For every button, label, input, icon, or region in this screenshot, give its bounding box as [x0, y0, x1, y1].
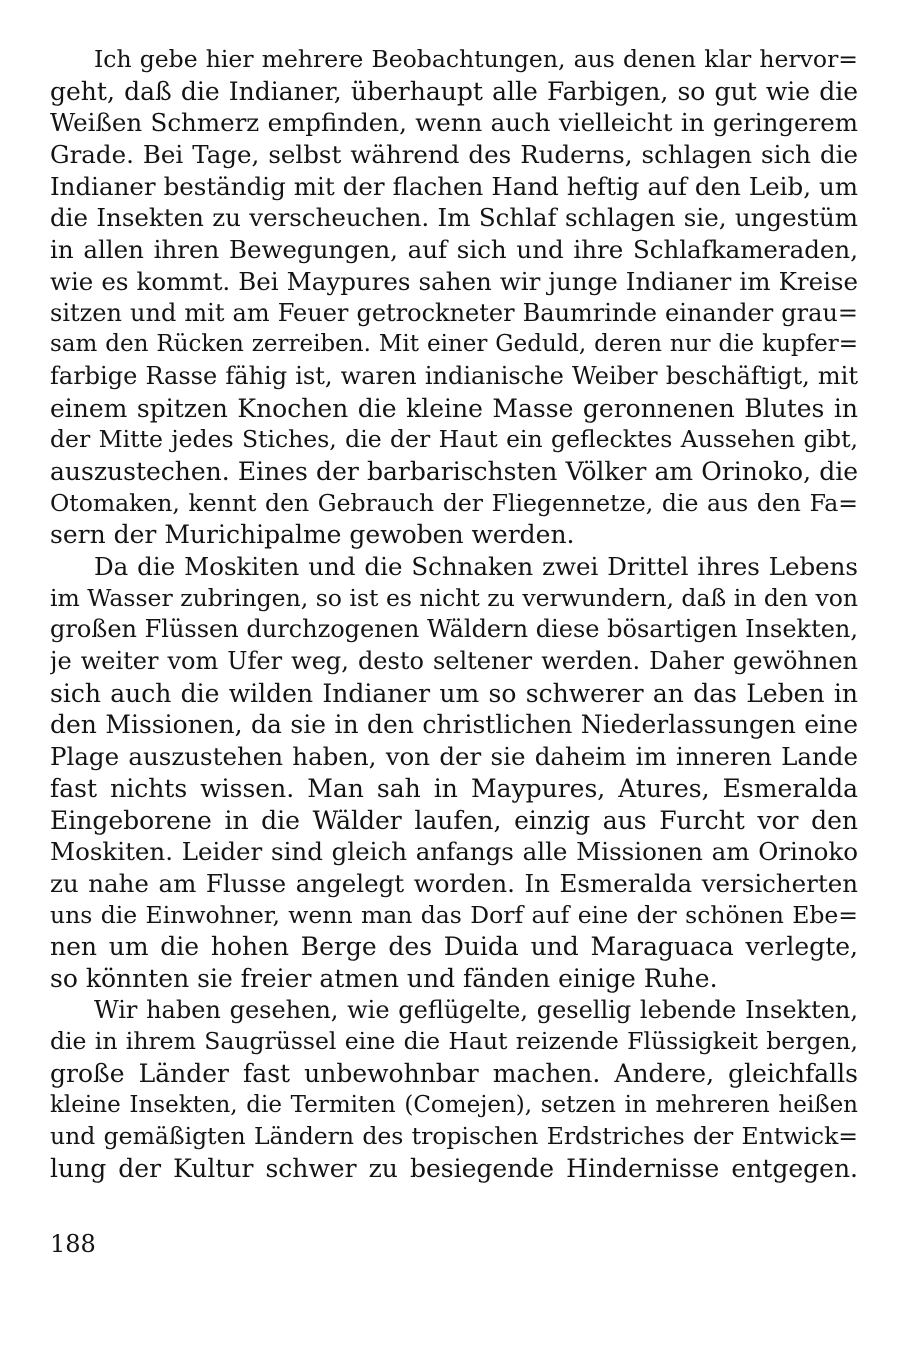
text-line: zu nahe am Flusse angelegt worden. In Esmeralda versicherten — [50, 868, 858, 898]
text-line: in allen ihren Bewegungen, auf sich und ihre Schlafkameraden, — [50, 235, 858, 265]
text-line: geht, daß die Indianer, überhaupt alle Farbigen, so gut wie die — [50, 76, 858, 106]
paragraph — [50, 44, 858, 551]
paragraph — [50, 995, 858, 1185]
text-line: sich auch die wilden Indianer um so schwerer an das Leben in — [50, 678, 858, 708]
text-line: sitzen und mit am Feuer getrockneter Baumrinde einander grau= — [50, 298, 858, 327]
text-line: Wir haben gesehen, wie geflügelte, gesellig lebende Insekten, — [94, 995, 858, 1024]
text-line: uns die Einwohner, wenn man das Dorf auf eine der schönen Ebe= — [50, 900, 858, 929]
text-line: kleine Insekten, die Termiten (Comejen), setzen in mehreren heißen — [50, 1091, 858, 1118]
text-line: nen um die hohen Berge des Duida und Maraguaca verlegte, — [50, 932, 858, 962]
text-line: die Insekten zu verscheuchen. Im Schlaf schlagen sie, ungestüm — [50, 203, 858, 233]
text-line: farbige Rasse fähig ist, waren indianische Weiber beschäftigt, mit — [50, 361, 858, 390]
text-line: Grade. Bei Tage, selbst während des Ruderns, schlagen sich die — [50, 140, 858, 170]
text-line: der Mitte jedes Stiches, die der Haut ein geflecktes Aussehen gibt, — [50, 425, 858, 454]
text-line: je weiter vom Ufer weg, desto seltener werden. Daher gewöhnen — [50, 647, 858, 676]
text-line: Otomaken, kennt den Gebrauch der Fliegennetze, die aus den Fa= — [50, 488, 858, 517]
text-line: sern der Murichipalme gewoben werden. — [50, 520, 575, 550]
text-line: Moskiten. Leider sind gleich anfangs alle Missionen am Orinoko — [50, 837, 858, 867]
text-line: Indianer beständig mit der flachen Hand heftig auf den Leib, um — [50, 171, 858, 201]
text-line: wie es kommt. Bei Maypures sahen wir junge Indianer im Kreise — [50, 266, 858, 296]
text-line: Ich gebe hier mehrere Beobachtungen, aus denen klar hervor= — [94, 45, 858, 73]
paragraph — [50, 551, 858, 995]
text-line: Weißen Schmerz empfinden, wenn auch vielleicht in geringerem — [50, 108, 858, 138]
text-line: im Wasser zubringen, so ist es nicht zu verwundern, daß in den von — [50, 583, 858, 612]
text-line: Plage auszustehen haben, von der sie daheim im inneren Lande — [50, 742, 858, 772]
text-line: sam den Rücken zerreiben. Mit einer Geduld, deren nur die kupfer= — [50, 331, 858, 358]
text-line: lung der Kultur schwer zu besiegende Hindernisse entgegen. — [50, 1154, 858, 1184]
text-line: den Missionen, da sie in den christlichen Niederlassungen eine — [50, 710, 858, 740]
text-line: die in ihrem Saugrüssel eine die Haut reizende Flüssigkeit bergen, — [50, 1027, 858, 1056]
text-line: großen Flüssen durchzogenen Wäldern diese bösartigen Insekten, — [50, 615, 858, 644]
text-line: Eingeborene in die Wälder laufen, einzig aus Furcht vor den — [50, 805, 858, 835]
text-line: und gemäßigten Ländern des tropischen Erdstriches der Entwick= — [50, 1122, 858, 1151]
text-line: fast nichts wissen. Man sah in Maypures, Atures, Esmeralda — [50, 773, 858, 803]
page-body — [50, 44, 858, 1185]
text-line: einem spitzen Knochen die kleine Masse geronnenen Blutes in — [50, 393, 858, 423]
text-line: so könnten sie freier atmen und fänden einige Ruhe. — [50, 963, 718, 993]
text-line: Da die Moskiten und die Schnaken zwei Drittel ihres Lebens — [94, 552, 858, 581]
text-line: auszustechen. Eines der barbarischsten Völker am Orinoko, die — [50, 456, 858, 486]
text-line: große Länder fast unbewohnbar machen. Andere, gleichfalls — [50, 1059, 858, 1088]
page-number: 188 — [50, 1230, 96, 1258]
